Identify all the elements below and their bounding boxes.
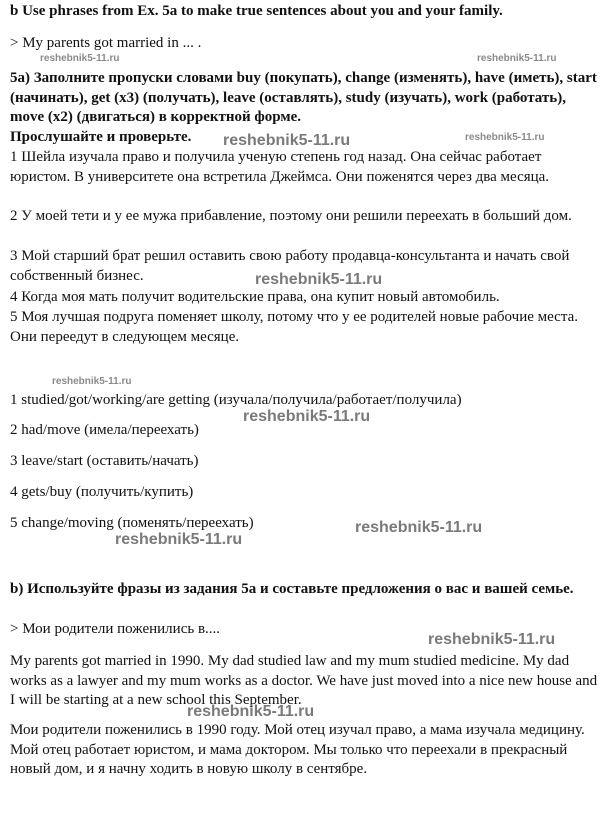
watermark: reshebnik5-11.ru: [428, 631, 556, 648]
task-b-heading: b Use phrases from Ex. 5a to make true sentences about you and your family.: [10, 3, 503, 19]
watermark: reshebnik5-11.ru: [243, 408, 371, 425]
answer-1: 1 studied/got/working/are getting (изучала/получила/работает/получила): [10, 392, 462, 408]
task-b-ru-heading: b) Используйте фразы из задания 5а и составьте предложения о вас и вашей семье.: [10, 581, 574, 597]
task-5a-item-4: 4 Когда моя мать получит водительские права, она купит новый автомобиль.: [10, 289, 500, 305]
watermark: reshebnik5-11.ru: [477, 53, 557, 64]
watermark: reshebnik5-11.ru: [40, 53, 120, 64]
watermark: reshebnik5-11.ru: [52, 376, 132, 387]
answer-5: 5 change/moving (поменять/переехать): [10, 515, 254, 531]
task-5a-item-2: 2 У моей тети и у ее мужа прибавление, поэтому они решили переехать в больший дом.: [10, 208, 572, 224]
answer-english-text: My parents got married in 1990. My dad studied law and my mum studied medicine. My dad works as a lawyer and my mum works as a doctor. We have just moved into a nice new house and I will be starting at a new school this September.: [10, 653, 598, 708]
watermark: reshebnik5-11.ru: [465, 132, 545, 143]
watermark: reshebnik5-11.ru: [355, 519, 483, 536]
task-b-ru-prompt: > Мои родители поженились в....: [10, 621, 221, 637]
answer-4: 4 gets/buy (получить/купить): [10, 484, 194, 500]
answer-russian-text: Мои родители поженились в 1990 году. Мой отец изучал право, а мама изучала медицину. Мой отец работает юристом, и мама доктором. Мы только что переехали в прекрасный новый дом, и я начну ходить в новую школу в сентябре.: [10, 722, 585, 777]
watermark: reshebnik5-11.ru: [223, 132, 351, 149]
task-5a-item-1: 1 Шейла изучала право и получила ученую степень год назад. Она сейчас работает юристом. В университете она встретила Джеймса. Они поженятся через два месяца.: [10, 149, 550, 185]
task-5a-heading: 5a) Заполните пропуски словами buy (покупать), change (изменять), have (иметь), start (начинать), get (x3) (получать), leave (оставлять), study (изучать), work (работать), move (x2) (двигаться) в корректной форме.: [10, 70, 597, 125]
answer-2: 2 had/move (имела/переехать): [10, 422, 199, 438]
task-5a-heading-listen: Прослушайте и проверьте.: [10, 129, 192, 145]
task-b-prompt: > My parents got married in ... .: [10, 35, 202, 51]
watermark: reshebnik5-11.ru: [255, 271, 383, 288]
task-5a-item-5: 5 Моя лучшая подруга поменяет школу, потому что у ее родителей новые рабочие места. Они переедут в следующем месяце.: [10, 309, 578, 345]
watermark: reshebnik5-11.ru: [115, 531, 243, 548]
watermark: reshebnik5-11.ru: [187, 703, 315, 720]
answer-3: 3 leave/start (оставить/начать): [10, 453, 199, 469]
task-5a-item-3: 3 Мой старший брат решил оставить свою работу продавца-консультанта и начать свой собственный бизнес.: [10, 248, 570, 284]
